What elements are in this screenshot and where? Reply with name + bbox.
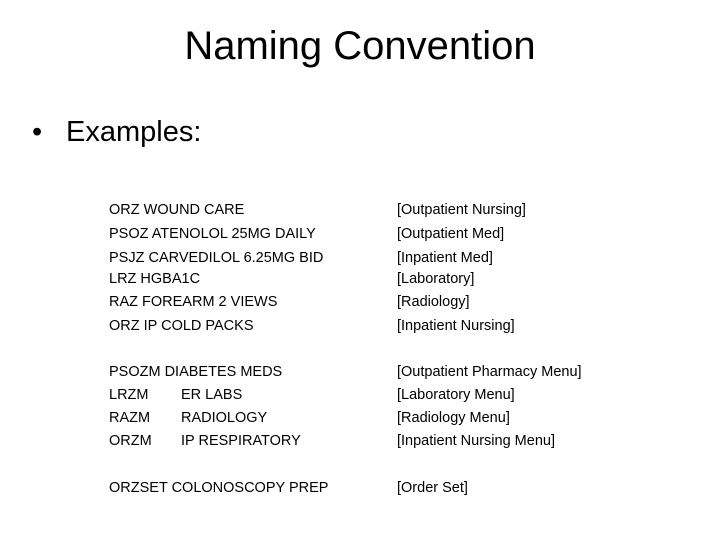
example-description: [Outpatient Nursing] — [397, 202, 526, 218]
example-description: [Radiology] — [397, 294, 470, 310]
menu-name: RADIOLOGY — [181, 410, 268, 426]
example-code: PSJZ CARVEDILOL 6.25MG BID — [109, 250, 324, 266]
menu-code — [109, 409, 267, 427]
example-code: LRZ HGBA1C — [109, 271, 201, 287]
menu-description: [Inpatient Nursing Menu] — [397, 433, 555, 449]
menu-description: [Outpatient Pharmacy Menu] — [397, 364, 582, 380]
menu-prefix: ORZM — [109, 433, 152, 449]
menu-name: IP RESPIRATORY — [181, 433, 301, 449]
menu-code — [109, 432, 301, 450]
examples-bullet — [32, 114, 201, 150]
menu-description: [Laboratory Menu] — [397, 387, 515, 403]
example-code: ORZ IP COLD PACKS — [109, 318, 254, 334]
menu-code: PSOZM DIABETES MEDS — [109, 364, 283, 380]
example-description: [Laboratory] — [397, 271, 475, 287]
example-code: RAZ FOREARM 2 VIEWS — [109, 294, 278, 310]
menu-prefix: LRZM — [109, 387, 149, 403]
example-description: [Inpatient Med] — [397, 250, 493, 266]
example-description: [Inpatient Nursing] — [397, 318, 515, 334]
example-code: ORZ WOUND CARE — [109, 202, 245, 218]
order-set-code: ORZSET COLONOSCOPY PREP — [109, 480, 329, 496]
example-description: [Outpatient Med] — [397, 226, 505, 242]
bullet-text: Examples: — [66, 116, 202, 148]
menu-prefix: RAZM — [109, 410, 151, 426]
bullet-dot-icon: • — [32, 116, 43, 148]
order-set-description: [Order Set] — [397, 480, 468, 496]
menu-description: [Radiology Menu] — [397, 410, 510, 426]
menu-code — [109, 386, 242, 404]
menu-name: ER LABS — [181, 387, 243, 403]
slide-title: Naming Convention — [184, 24, 536, 68]
example-code: PSOZ ATENOLOL 25MG DAILY — [109, 226, 316, 242]
